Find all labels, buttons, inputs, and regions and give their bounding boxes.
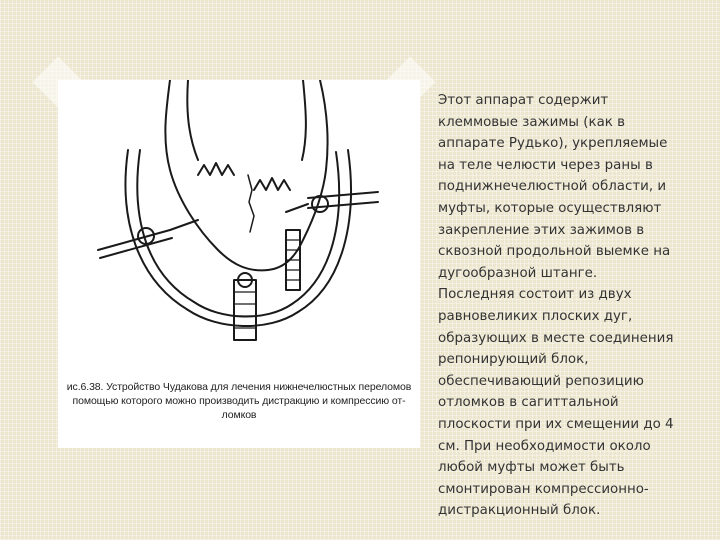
jaw-apparatus-illustration [58, 80, 420, 380]
text-line: сквозной продольной выемке на [438, 244, 671, 260]
text-line: смонтирован компрессионно- [438, 481, 649, 497]
text-line: аппарате Рудько), укрепляемые [438, 136, 668, 152]
text-line: на теле челюсти через раны в [438, 157, 653, 173]
text-line: репонирующий блок, [438, 352, 589, 368]
text-line: Последняя состоит из двух [438, 287, 632, 303]
text-line: любой муфты может быть [438, 460, 625, 476]
figure-panel [58, 80, 420, 448]
text-line: см. При необходимости около [438, 438, 651, 454]
figure-caption [58, 380, 420, 422]
text-line: закрепление этих зажимов в [438, 222, 645, 238]
text-line: клеммовые зажимы (как в [438, 114, 626, 130]
text-line: Этот аппарат содержит [438, 93, 609, 108]
text-line: дугообразной штанге. [438, 265, 598, 281]
caption-line: ломков [221, 409, 257, 421]
text-line: дистракционный блок. [438, 503, 601, 519]
caption-line: помощью которого можно производить дистракцию и компрессию от- [72, 395, 406, 407]
text-line: плоскости при их смещении до 4 [438, 416, 674, 432]
text-line: равновеликих плоских дуг, [438, 308, 633, 324]
text-line: муфты, которые осуществляют [438, 200, 662, 216]
body-text [438, 90, 710, 522]
text-line: поднижнечелюстной области, и [438, 179, 667, 195]
text-line: отломков в сагиттальной [438, 395, 619, 411]
caption-line: ис.6.38. Устройство Чудакова для лечения нижнечелюстных переломов [66, 381, 412, 393]
text-line: обеспечивающий репозицию [438, 373, 644, 389]
text-line: образующих в месте соединения [438, 330, 674, 346]
